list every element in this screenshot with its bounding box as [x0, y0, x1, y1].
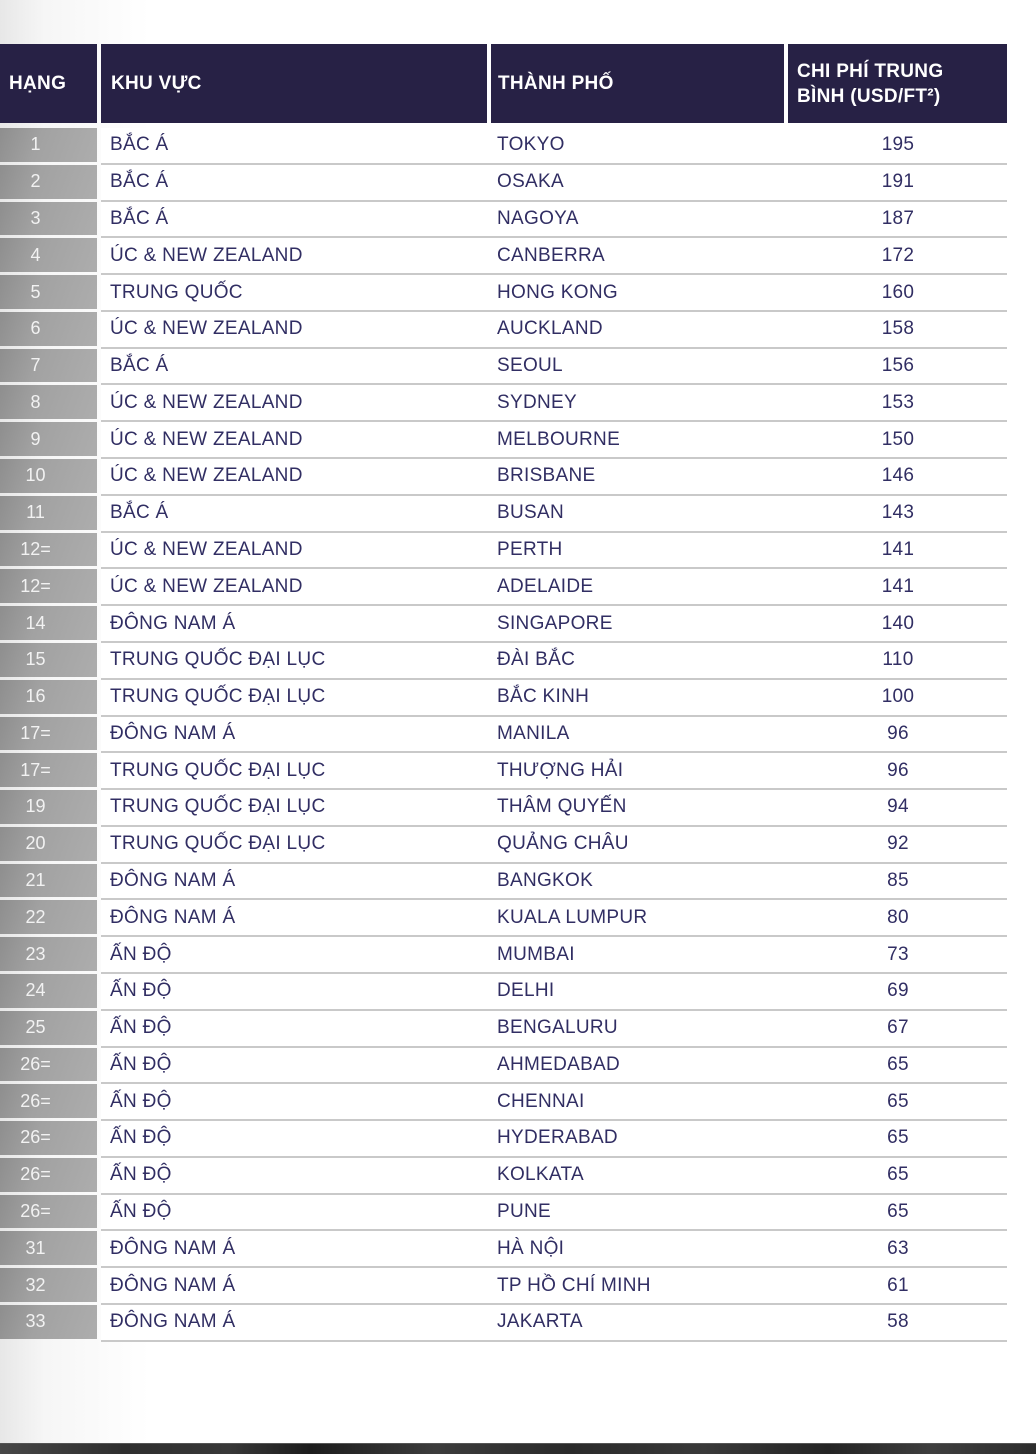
rank-cell: 8 — [0, 385, 97, 419]
table-row — [0, 569, 1007, 606]
table-row — [0, 643, 1007, 680]
column-header-cost-line2: BÌNH (USD/FT²) — [797, 85, 941, 107]
rank-cell: 33 — [0, 1305, 97, 1339]
cost-cell: 140 — [881, 612, 915, 634]
table-row — [0, 128, 1007, 165]
cost-cell: 85 — [887, 870, 909, 892]
row-content — [101, 238, 1007, 275]
rank-cell: 25 — [0, 1011, 97, 1045]
rank-cell: 21 — [0, 864, 97, 898]
rank-cell: 26= — [0, 1048, 97, 1082]
cost-cell: 80 — [887, 906, 909, 928]
row-content — [101, 827, 1007, 864]
city-cell: MUMBAI — [497, 943, 575, 965]
city-cell: SYDNEY — [497, 391, 577, 413]
rank-cell: 19 — [0, 790, 97, 824]
region-cell: ĐÔNG NAM Á — [110, 906, 236, 928]
rank-cell: 26= — [0, 1121, 97, 1155]
column-header-region: KHU VỰC — [101, 44, 487, 123]
table-row — [0, 422, 1007, 459]
table-body — [0, 128, 1007, 1342]
table-row — [0, 1121, 1007, 1158]
region-cell: ÚC & NEW ZEALAND — [110, 465, 303, 487]
table-row — [0, 717, 1007, 754]
cost-cell: 96 — [887, 722, 909, 744]
row-content — [101, 1121, 1007, 1158]
rank-cell: 9 — [0, 422, 97, 456]
cost-cell: 158 — [881, 318, 915, 340]
city-cell: BANGKOK — [497, 870, 594, 892]
table-row — [0, 238, 1007, 275]
row-content — [101, 202, 1007, 239]
city-cell: CHENNAI — [497, 1090, 585, 1112]
table-row — [0, 1231, 1007, 1268]
row-content — [101, 1011, 1007, 1048]
cost-cell: 100 — [881, 686, 915, 708]
table-row — [0, 827, 1007, 864]
region-cell: ÚC & NEW ZEALAND — [110, 575, 303, 597]
row-content — [101, 1305, 1007, 1342]
row-content — [101, 128, 1007, 165]
rank-cell: 7 — [0, 349, 97, 383]
city-cell: HYDERABAD — [497, 1127, 618, 1149]
region-cell: ẤN ĐỘ — [110, 1127, 172, 1149]
cost-cell: 110 — [882, 649, 914, 671]
rank-cell: 31 — [0, 1231, 97, 1265]
table-row — [0, 1195, 1007, 1232]
row-content — [101, 937, 1007, 974]
cost-cell: 156 — [881, 355, 915, 377]
row-content — [101, 1084, 1007, 1121]
rank-cell: 10 — [0, 459, 97, 493]
city-cell: ĐÀI BẮC — [497, 649, 576, 671]
rank-cell: 16 — [0, 680, 97, 714]
rank-cell: 32 — [0, 1268, 97, 1302]
rank-cell: 23 — [0, 937, 97, 971]
table-row — [0, 974, 1007, 1011]
row-content — [101, 496, 1007, 533]
table-row — [0, 1011, 1007, 1048]
ranking-table — [0, 44, 1007, 1342]
city-cell: OSAKA — [497, 171, 564, 193]
region-cell: BẮC Á — [110, 502, 169, 524]
region-cell: BẮC Á — [110, 207, 169, 229]
row-content — [101, 1195, 1007, 1232]
region-cell: ÚC & NEW ZEALAND — [110, 538, 303, 560]
cost-cell: 63 — [887, 1237, 909, 1259]
row-content — [101, 974, 1007, 1011]
city-cell: SINGAPORE — [497, 612, 613, 634]
rank-cell: 17= — [0, 717, 97, 751]
region-cell: ẤN ĐỘ — [110, 1017, 172, 1039]
city-cell: HONG KONG — [497, 281, 618, 303]
table-row — [0, 533, 1007, 570]
rank-cell: 22 — [0, 900, 97, 934]
rank-cell: 4 — [0, 238, 97, 272]
table-row — [0, 275, 1007, 312]
region-cell: ĐÔNG NAM Á — [110, 1274, 236, 1296]
cost-cell: 96 — [887, 759, 909, 781]
rank-cell: 12= — [0, 533, 97, 567]
city-cell: TOKYO — [497, 134, 565, 156]
table-row — [0, 790, 1007, 827]
cost-cell: 141 — [881, 575, 915, 597]
table-row — [0, 864, 1007, 901]
city-cell: TP HỒ CHÍ MINH — [497, 1274, 651, 1296]
city-cell: KOLKATA — [497, 1164, 584, 1186]
cost-cell: 191 — [881, 171, 915, 193]
cost-cell: 67 — [887, 1017, 909, 1039]
region-cell: BẮC Á — [110, 134, 169, 156]
cost-cell: 65 — [887, 1201, 909, 1223]
rank-cell: 14 — [0, 606, 97, 640]
region-cell: ÚC & NEW ZEALAND — [110, 244, 303, 266]
region-cell: ÚC & NEW ZEALAND — [110, 391, 303, 413]
region-cell: ĐÔNG NAM Á — [110, 1237, 236, 1259]
table-row — [0, 900, 1007, 937]
cost-cell: 65 — [887, 1164, 909, 1186]
table-row — [0, 937, 1007, 974]
table-row — [0, 349, 1007, 386]
rank-cell: 26= — [0, 1158, 97, 1192]
rank-cell: 26= — [0, 1084, 97, 1118]
rank-cell: 2 — [0, 165, 97, 199]
row-content — [101, 717, 1007, 754]
city-cell: BENGALURU — [497, 1017, 618, 1039]
city-cell: BẮC KINH — [497, 686, 590, 708]
region-cell: ĐÔNG NAM Á — [110, 722, 236, 744]
rank-cell: 24 — [0, 974, 97, 1008]
table-row — [0, 385, 1007, 422]
region-cell: ẤN ĐỘ — [110, 1090, 172, 1112]
column-header-cost-line1: CHI PHÍ TRUNG — [797, 60, 944, 82]
cost-cell: 65 — [887, 1127, 909, 1149]
cost-cell: 92 — [887, 833, 909, 855]
table-row — [0, 606, 1007, 643]
rank-cell: 11 — [0, 496, 97, 530]
city-cell: QUẢNG CHÂU — [497, 833, 629, 855]
city-cell: HÀ NỘI — [497, 1237, 565, 1259]
column-header-rank: HẠNG — [0, 44, 97, 123]
row-content — [101, 275, 1007, 312]
row-content — [101, 165, 1007, 202]
row-content — [101, 569, 1007, 606]
city-cell: DELHI — [497, 980, 555, 1002]
table-row — [0, 459, 1007, 496]
row-content — [101, 606, 1007, 643]
region-cell: ẤN ĐỘ — [110, 1164, 172, 1186]
table-row — [0, 1158, 1007, 1195]
rank-cell: 17= — [0, 753, 97, 787]
region-cell: ẤN ĐỘ — [110, 980, 172, 1002]
region-cell: TRUNG QUỐC ĐẠI LỤC — [110, 759, 326, 781]
region-cell: TRUNG QUỐC ĐẠI LỤC — [110, 686, 326, 708]
row-content — [101, 385, 1007, 422]
row-content — [101, 1268, 1007, 1305]
table-header-row — [0, 44, 1007, 123]
city-cell: ADELAIDE — [497, 575, 594, 597]
city-cell: PUNE — [497, 1201, 551, 1223]
region-cell: ẤN ĐỘ — [110, 943, 172, 965]
rank-cell: 6 — [0, 312, 97, 346]
cost-cell: 141 — [881, 538, 915, 560]
cost-cell: 195 — [881, 134, 915, 156]
row-content — [101, 864, 1007, 901]
bottom-page-edge — [0, 1443, 1036, 1454]
region-cell: ĐÔNG NAM Á — [110, 612, 236, 634]
region-cell: TRUNG QUỐC ĐẠI LỤC — [110, 649, 326, 671]
cost-cell: 65 — [887, 1090, 909, 1112]
region-cell: ẤN ĐỘ — [110, 1201, 172, 1223]
region-cell: ĐÔNG NAM Á — [110, 1311, 236, 1333]
cost-cell: 143 — [881, 502, 915, 524]
row-content — [101, 790, 1007, 827]
table-row — [0, 1305, 1007, 1342]
rank-cell: 20 — [0, 827, 97, 861]
column-header-cost — [788, 44, 1007, 123]
city-cell: AHMEDABAD — [497, 1053, 621, 1075]
rank-cell: 3 — [0, 202, 97, 236]
row-content — [101, 422, 1007, 459]
region-cell: BẮC Á — [110, 171, 169, 193]
row-content — [101, 680, 1007, 717]
rank-cell: 5 — [0, 275, 97, 309]
region-cell: BẮC Á — [110, 355, 169, 377]
city-cell: BRISBANE — [497, 465, 596, 487]
city-cell: KUALA LUMPUR — [497, 906, 648, 928]
cost-cell: 65 — [887, 1053, 909, 1075]
row-content — [101, 643, 1007, 680]
cost-cell: 73 — [887, 943, 909, 965]
row-content — [101, 1048, 1007, 1085]
region-cell: ÚC & NEW ZEALAND — [110, 428, 303, 450]
cost-cell: 160 — [881, 281, 915, 303]
row-content — [101, 1231, 1007, 1268]
cost-cell: 61 — [887, 1274, 909, 1296]
cost-cell: 146 — [881, 465, 915, 487]
rank-cell: 15 — [0, 643, 97, 677]
row-content — [101, 349, 1007, 386]
region-cell: ÚC & NEW ZEALAND — [110, 318, 303, 340]
cost-cell: 58 — [887, 1311, 909, 1333]
cost-cell: 172 — [881, 244, 915, 266]
city-cell: BUSAN — [497, 502, 564, 524]
cost-cell: 150 — [881, 428, 915, 450]
city-cell: PERTH — [497, 538, 563, 560]
city-cell: THƯỢNG HẢI — [497, 759, 624, 781]
table-row — [0, 680, 1007, 717]
cost-cell: 94 — [887, 796, 909, 818]
city-cell: CANBERRA — [497, 244, 605, 266]
region-cell: TRUNG QUỐC — [110, 281, 243, 303]
table-row — [0, 496, 1007, 533]
table-row — [0, 1048, 1007, 1085]
cost-cell: 153 — [881, 391, 915, 413]
rank-cell: 26= — [0, 1195, 97, 1229]
table-row — [0, 312, 1007, 349]
cost-cell: 69 — [887, 980, 909, 1002]
region-cell: ẤN ĐỘ — [110, 1053, 172, 1075]
region-cell: TRUNG QUỐC ĐẠI LỤC — [110, 796, 326, 818]
table-row — [0, 165, 1007, 202]
table-row — [0, 753, 1007, 790]
row-content — [101, 459, 1007, 496]
city-cell: MELBOURNE — [497, 428, 621, 450]
row-content — [101, 533, 1007, 570]
table-row — [0, 1268, 1007, 1305]
cost-cell: 187 — [881, 207, 915, 229]
row-content — [101, 312, 1007, 349]
column-header-city: THÀNH PHỐ — [491, 44, 784, 123]
region-cell: ĐÔNG NAM Á — [110, 870, 236, 892]
city-cell: JAKARTA — [497, 1311, 583, 1333]
table-row — [0, 202, 1007, 239]
row-content — [101, 900, 1007, 937]
row-content — [101, 1158, 1007, 1195]
rank-cell: 12= — [0, 569, 97, 603]
city-cell: THÂM QUYẾN — [497, 796, 627, 818]
table-row — [0, 1084, 1007, 1121]
rank-cell: 1 — [0, 128, 97, 162]
city-cell: NAGOYA — [497, 207, 579, 229]
city-cell: AUCKLAND — [497, 318, 603, 340]
region-cell: TRUNG QUỐC ĐẠI LỤC — [110, 833, 326, 855]
city-cell: MANILA — [497, 722, 570, 744]
city-cell: SEOUL — [497, 355, 563, 377]
row-content — [101, 753, 1007, 790]
